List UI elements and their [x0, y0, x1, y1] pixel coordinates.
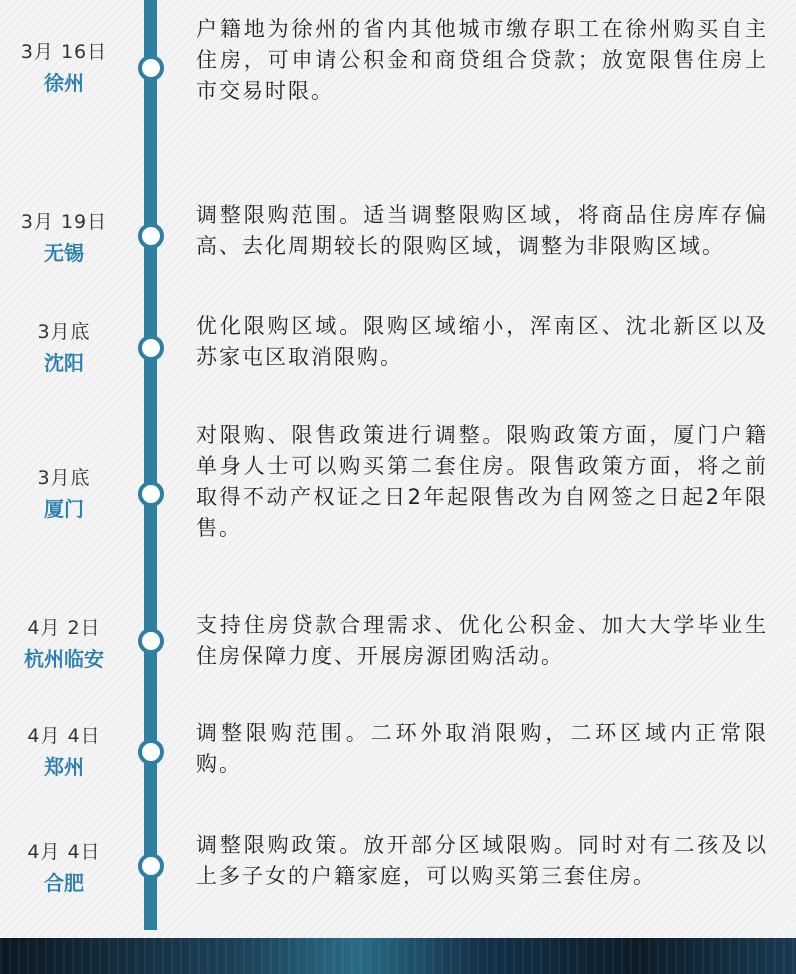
event-city: 沈阳: [44, 351, 84, 375]
event-description: 户籍地为徐州的省内其他城市缴存职工在徐州购买自主住房，可申请公积金和商贷组合贷款；放宽限售住房上市交易时限。: [196, 17, 768, 103]
event-city: 徐州: [44, 71, 84, 95]
event-city: 合肥: [44, 871, 84, 895]
event-date: 4月 4日: [27, 725, 101, 747]
event-description: 调整限购范围。二环外取消限购，二环区域内正常限购。: [196, 721, 768, 776]
event-city: 郑州: [44, 755, 84, 779]
event-date: 3月底: [37, 321, 91, 343]
event-description: 支持住房贷款合理需求、优化公积金、加大大学毕业生住房保障力度、开展房源团购活动。: [196, 613, 768, 668]
timeline-node: [138, 55, 164, 81]
footer-background-band: [0, 938, 796, 974]
event-description: 对限购、限售政策进行调整。限购政策方面，厦门户籍单身人士可以购买第二套住房。限售政策方面，将之前取得不动产权证之日2年起限售改为自网签之日起2年限售。: [196, 423, 768, 540]
event-date: 3月底: [37, 467, 91, 489]
timeline-node: [138, 481, 164, 507]
event-date: 4月 2日: [27, 617, 101, 639]
timeline-node: [138, 223, 164, 249]
event-date: 3月 19日: [20, 211, 108, 233]
timeline-node: [138, 628, 164, 654]
event-description: 优化限购区域。限购区域缩小，浑南区、沈北新区以及苏家屯区取消限购。: [196, 314, 768, 369]
event-date: 4月 4日: [27, 841, 101, 863]
timeline-line: [144, 0, 157, 930]
event-description: 调整限购政策。放开部分区域限购。同时对有二孩及以上多子女的户籍家庭，可以购买第三套住房。: [196, 833, 768, 888]
timeline-node: [138, 739, 164, 765]
event-city: 无锡: [44, 241, 84, 265]
event-city: 厦门: [44, 497, 84, 521]
timeline-node: [138, 335, 164, 361]
event-city: 杭州临安: [24, 647, 104, 671]
event-description: 调整限购范围。适当调整限购区域，将商品住房库存偏高、去化周期较长的限购区域，调整为非限购区域。: [196, 203, 768, 258]
event-date: 3月 16日: [20, 41, 108, 63]
timeline-node: [138, 853, 164, 879]
